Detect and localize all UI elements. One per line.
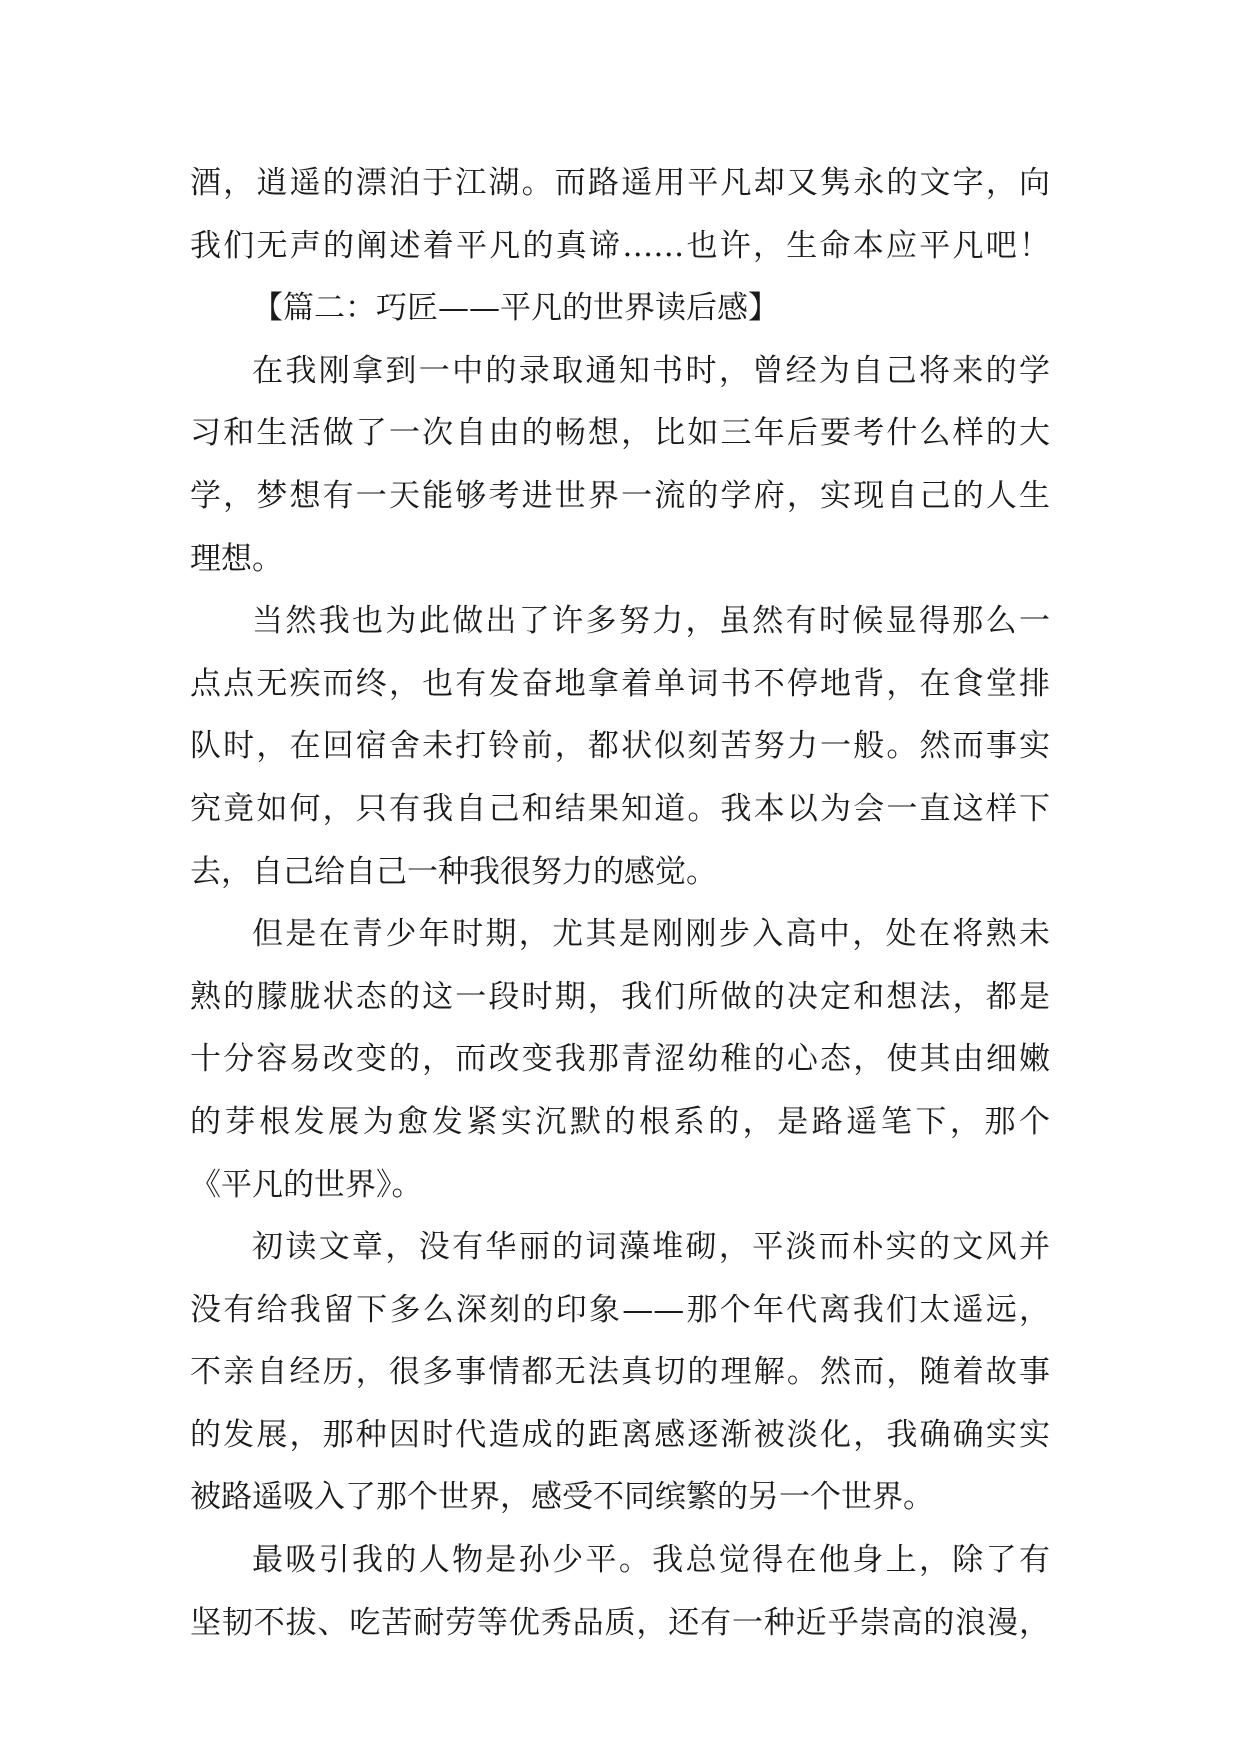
text-line: 酒，逍遥的漂泊于江湖。而路遥用平凡却又隽永的文字，向: [190, 165, 1050, 201]
text-line: 当然我也为此做出了许多努力，虽然有时候显得那么一: [252, 603, 1050, 640]
text-line: 的发展，那种因时代造成的距离感逐渐被淡化，我确确实实: [190, 1416, 1050, 1453]
text-line: 的芽根发展为愈发紧实沉默的根系的，是路遥笔下，那个: [190, 1103, 1050, 1140]
text-line: 坚韧不拔、吃苦耐劳等优秀品质，还有一种近乎崇高的浪漫，: [190, 1604, 1050, 1641]
body-text: [190, 152, 1050, 1654]
text-line: 最吸引我的人物是孙少平。我总觉得在他身上，除了有: [252, 1542, 1050, 1579]
text-line: 究竟如何，只有我自己和结果知道。我本以为会一直这样下: [190, 790, 1050, 827]
text-line: 熟的朦胧状态的这一段时期，我们所做的决定和想法，都是: [190, 978, 1050, 1015]
text-line: 没有给我留下多么深刻的印象——那个年代离我们太遥远，: [190, 1291, 1050, 1328]
text-line: 点点无疾而终，也有发奋地拿着单词书不停地背，在食堂排: [190, 665, 1050, 702]
text-line: 习和生活做了一次自由的畅想，比如三年后要考什么样的大: [190, 415, 1050, 452]
text-line: 去，自己给自己一种我很努力的感觉。: [190, 853, 717, 890]
text-line: 被路遥吸入了那个世界，感受不同缤繁的另一个世界。: [190, 1479, 934, 1516]
text-line: 《平凡的世界》。: [190, 1166, 423, 1203]
text-line: 理想。: [190, 540, 283, 577]
text-line: 不亲自经历，很多事情都无法真切的理解。然而，随着故事: [190, 1354, 1050, 1391]
text-line: 初读文章，没有华丽的词藻堆砌，平淡而朴实的文风并: [252, 1229, 1050, 1266]
section-heading: 【篇二：巧匠——平凡的世界读后感】: [252, 290, 779, 327]
text-line: 学，梦想有一天能够考进世界一流的学府，实现自己的人生: [190, 477, 1050, 514]
text-line: 队时，在回宿舍未打铃前，都状似刻苦努力一般。然而事实: [190, 728, 1050, 765]
text-line: 我们无声的阐述着平凡的真谛……也许，生命本应平凡吧！: [190, 227, 1050, 264]
text-line: 但是在青少年时期，尤其是刚刚步入高中，处在将熟未: [252, 916, 1050, 953]
text-line: 在我刚拿到一中的录取通知书时，曾经为自己将来的学: [252, 352, 1050, 389]
text-line: 十分容易改变的，而改变我那青涩幼稚的心态，使其由细嫩: [190, 1041, 1050, 1078]
